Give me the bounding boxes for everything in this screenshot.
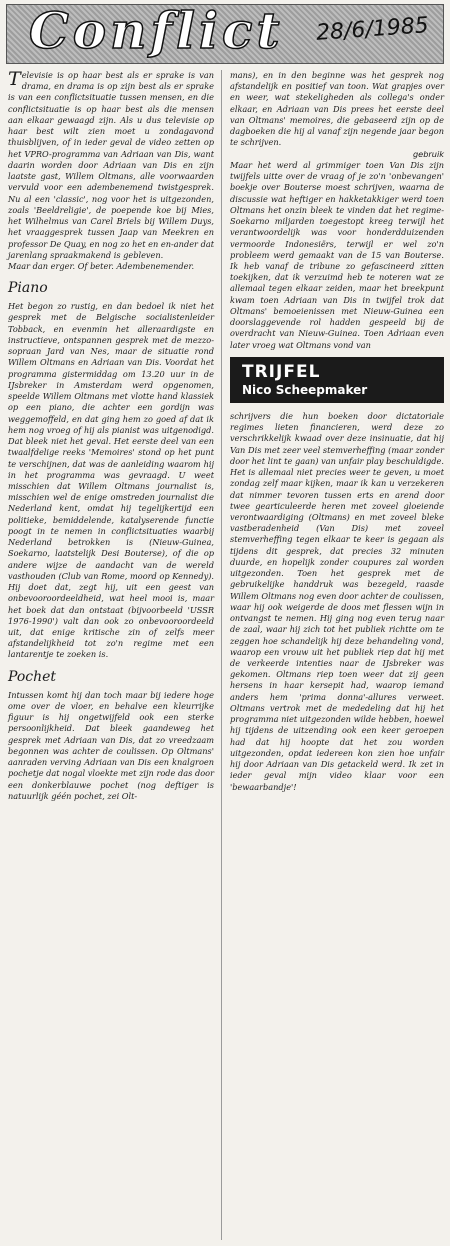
handwritten-note: gebruik — [412, 148, 444, 159]
intro-paragraph — [8, 70, 214, 261]
article-columns — [8, 70, 444, 1246]
subheading-pochet: Pochet — [8, 668, 57, 685]
intro-paragraph-2: Maar dan erger. Of beter. Adembenemender. — [8, 260, 195, 271]
handwritten-date: 28/6/1985 — [315, 13, 430, 46]
headline: Conflict — [29, 1, 284, 60]
column-divider — [221, 70, 222, 1240]
piano-paragraph: Het begon zo rustig, en dan bedoel ik niet het gesprek met de Belgische socialistenleider Tobback, en evenmin het alleraardigste en instructieve, ontspannen gesprek met de mezzo-sopraan Jard van Nes, maar de situatie rond Willem Oltmans en Adriaan van Dis. Voordat het programma gistermiddag om 13.20 uur in de IJsbreker in Amsterdam werd opgenomen, speelde Willem Oltmans met vlotte hand klassiek op een piano, die achter een gordijn was weggemoffeld, en dat ging hem zo goed af dat ik hem nog vroeg of hij als pianist was uitgenodigd. Dat bleek niet het geval. Het eerste deel van een twaalfdelige reeks 'Memoires' stond op het punt te verschijnen, dat was de aanleiding waarom hij in het programma was gevraagd. U weet misschien dat Willem Oltmans journalist is, misschien wel de enige omstreden journalist die Nederland kent, omdat hij tegelijkertijd een politieke, bemiddelende, katalyserende functie poogt in te nemen in conflictsituaties waarbij Nederland betrokken is (Nieuw-Guinea, Soekarno, laatstelijk Desi Bouterse), of die op andere wijze de aandacht van de wereld vasthouden (Club van Rome, moord op Kennedy). Hij doet dat, zegt hij, uit een geest van onbevooroordeeldheid, wat heel mooi is, maar het boek dat dan ontstaat (bijvoorbeeld 'USSR 1976-1990') valt dan ook zo onbevooroordeeld uit, dat enige kritische zin of zelfs meer afstandelijkheid tot zo'n regime met een lantarentje te zoeken is. — [8, 301, 214, 660]
closing-paragraph: schrijvers die hun boeken door dictatoriale regimes lieten financieren, werd deze zo verschrikkelijk kwaad over deze insinuatie, dat hij Van Dis met zeer veel stemverheffing (maar zonder door het lint te gaan) van unfair play beschuldigde. Het is allemaal niet precies weer te geven, u moet zondag zelf maar kijken, maar ik kan u verzekeren dat nimmer tevoren tussen erts en arend door twee gearticuleerde heren met zoveel gloeiende verontwaardiging (Oltmans) en met zoveel bleke vastberadenheid (Van Dis) met zoveel stemverheffing tegen elkaar te keer is gegaan als tijdens dit gesprek, dat precies 32 minuten duurde, en hopelijk zonder coupures zal worden uitgezonden. Toen het gesprek met de gebruikelijke handdruk was bezegeld, raasde Willem Oltmans nog even door achter de coulissen, waar hij ook weigerde de doos met flessen wijn in ontvangst te nemen. Hij ging nog even terug naar de zaal, waar hij zich tot het publiek richtte om te zeggen hoe schandelijk hij deze behandeling vond, waarop een vrouw uit het publiek riep dat hij met de verkeerde intenties naar de IJsbreker was gekomen. Oltmans riep toen weer dat zij geen hersens in haar kersepit had, waarop iemand anders hem 'prima donna'-allures verweet. Oltmans vertrok met de mededeling dat hij het programma niet uitgezonden wilde hebben, hoewel hij tijdens de uitzending ook een keer geroepen had dat hij hoopte dat het zou worden uitgezonden, opdat iedereen kon zien hoe unfair hij door Adriaan van Dis getackeld werd. Ik zet in ieder geval mijn video klaar voor een 'bewaarbandje'! — [230, 410, 444, 792]
continuation-paragraph: mans), en in den beginne was het gesprek nog afstandelijk en positief van toon. Wat grapjes over en weer, wat stekeligheden als collega's onder elkaar, en Adriaan van Dis prees het eerste deel van Oltmans' memoires, die gebaseerd zijn op de dagboeken die hij al vanaf zijn negende jaar begon te schrijven. — [230, 70, 444, 148]
column-author: Nico Scheepmaker — [242, 382, 368, 397]
drop-cap: T — [8, 68, 21, 90]
subheading-piano: Piano — [8, 280, 48, 297]
left-column — [8, 70, 214, 802]
column-kicker: TRIJFEL — [242, 361, 321, 382]
right-column — [230, 70, 444, 793]
pochet-paragraph: Intussen komt hij dan toch maar bij iedere hoge ome over de vloer, en behalve een kleurrijke figuur is hij ongetwijfeld ook een sterke persoonlijkheid. Dat bleek gaandeweg het gesprek met Adriaan van Dis, dat zo vreedzaam begonnen was achter de coulissen. Op Oltmans' aanraden verving Adriaan van Dis een knalgroen pochetje dat nogal vloekte met zijn rode das door een donkerblauwe pochet (nog deftiger is natuurlijk géén pochet, zei Olt- — [8, 689, 214, 801]
headline-banner — [6, 1, 444, 64]
discussion-paragraph: Maar het werd al grimmiger toen Van Dis zijn twijfels uitte over de vraag of je zo'n 'onbevangen' boekje over Bouterse moest schrijven, waarna de discussie wat heftiger en hakketakkiger werd toen Oltmans het onzin bleek te vinden dat het regime-Soekarno miljarden toegestopt kreeg terwijl het verantwoordelijk was voor honderdduizenden vermoorde Indonesiërs, terwijl er wel zo'n probleem werd gemaakt van de 15 van Bouterse. Ik heb vanaf de tribune zo gefascineerd zitten toekijken, dat ik verzuimd heb te noteren wat ze allemaal tegen elkaar zeiden, maar het breekpunt kwam toen Adriaan van Dis in twijfel trok dat Oltmans' bemoeienissen met Nieuw-Guinea een doorslaggevende rol hadden gespeeld bij de overdracht van Nieuw-Guinea. Toen Adriaan even later vroeg wat Oltmans vond van — [230, 159, 444, 350]
intro-text: elevisie is op haar best als er sprake is van drama, en drama is op zijn best als er sprake is van een conflictsituatie tussen mensen, en die conflictsituatie is op haar best als die mensen aan elkaar gewaagd zijn. Als u dus televisie op haar best wilt zien moet u zondagavond thuisblijven, of in ieder geval de video zetten op het VPRO-programma van Adriaan van Dis, want daarin worden door Adriaan van Dis en zijn laatste gast, Willem Oltmans, alle voorwaarden vervuld voor een adembenemend twistgesprek. Nu al een 'classic', nog voor het is uitgezonden, zoals 'Beeldreligie', de poepende koe bij Mies, het Wilhelmus van Carel Briels bij Willem Duys, het vraaggesprek tussen Jaap van Meekren en professor De Quay, en nog zo het en en-ander dat jarenlang spraakmakend is gebleven. — [8, 70, 214, 260]
column-signature-box — [230, 357, 444, 403]
